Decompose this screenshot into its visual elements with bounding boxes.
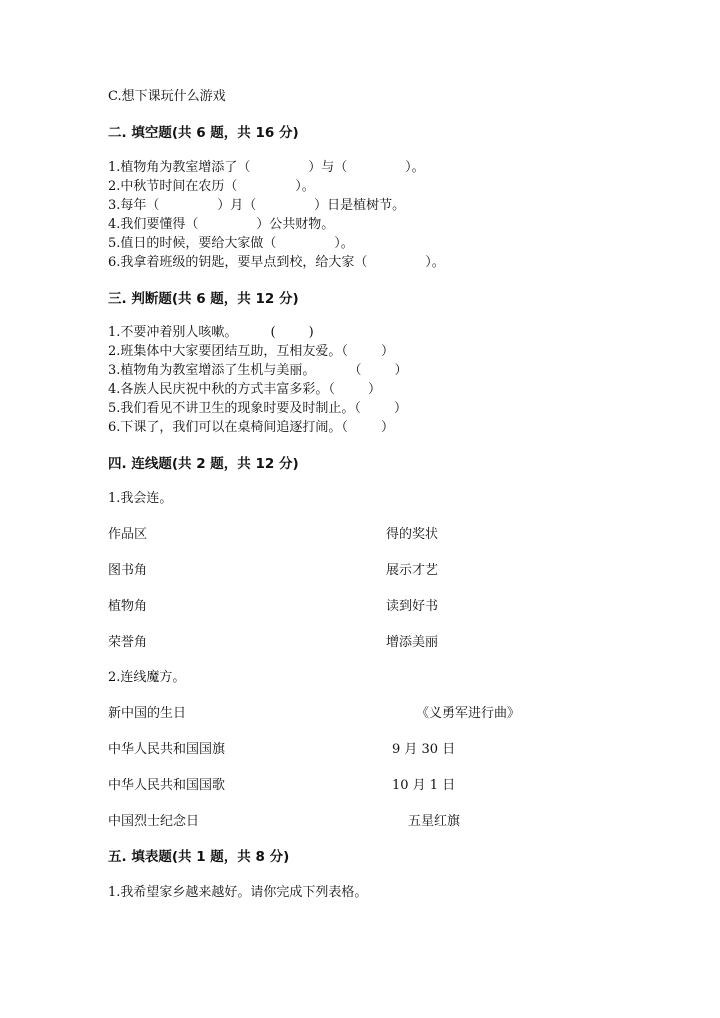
match2-left-2: 中华人民共和国国旗 (108, 742, 226, 757)
match1-right-4: 增添美丽 (386, 635, 439, 650)
match2-right-4: 五星红旗 (408, 814, 461, 829)
match1-right-1: 得的奖状 (386, 527, 439, 542)
fill-item-1: 1.植物角为教室增添了（ ）与（ ）。 (108, 160, 425, 175)
match2-right-1: 《义勇军进行曲》 (416, 706, 521, 721)
fill-item-4: 4.我们要懂得（ ）公共财物。 (108, 217, 335, 232)
match2-prompt: 2.连线魔方。 (108, 670, 186, 685)
section3-heading: 三. 判断题(共 6 题，共 12 分) (108, 291, 299, 307)
match1-left-1: 作品区 (108, 527, 148, 542)
match2-right-2: 9 月 30 日 (392, 742, 456, 757)
match2-left-3: 中华人民共和国国歌 (108, 778, 226, 793)
match1-right-3: 读到好书 (386, 599, 439, 614)
match1-prompt: 1.我会连。 (108, 491, 173, 506)
table-prompt: 1.我希望家乡越来越好。请你完成下列表格。 (108, 885, 368, 900)
match1-left-2: 图书角 (108, 563, 148, 578)
section5-heading: 五. 填表题(共 1 题，共 8 分) (108, 849, 290, 865)
match2-left-4: 中国烈士纪念日 (108, 814, 200, 829)
judge-item-1: 1.不要冲着别人咳嗽。 ( ) (108, 325, 314, 340)
fill-item-5: 5.值日的时候，要给大家做（ ）。 (108, 236, 354, 251)
judge-item-2: 2.班集体中大家要团结互助，互相友爱。（ ） (108, 344, 394, 359)
fill-item-6: 6.我拿着班级的钥匙，要早点到校，给大家（ ）。 (108, 255, 445, 270)
fill-item-3: 3.每年（ ）月（ ）日是植树节。 (108, 198, 406, 213)
judge-item-3: 3.植物角为教室增添了生机与美丽。 （ ） (108, 363, 408, 378)
section2-heading: 二. 填空题(共 6 题，共 16 分) (108, 125, 299, 141)
match1-left-4: 荣誉角 (108, 635, 148, 650)
match2-right-3: 10 月 1 日 (392, 778, 456, 793)
option-c: C.想下课玩什么游戏 (108, 89, 226, 104)
judge-item-5: 5.我们看见不讲卫生的现象时要及时制止。（ ） (108, 401, 407, 416)
match1-right-2: 展示才艺 (386, 563, 439, 578)
match2-left-1: 新中国的生日 (108, 706, 187, 721)
match1-left-3: 植物角 (108, 599, 148, 614)
judge-item-4: 4.各族人民庆祝中秋的方式丰富多彩。（ ） (108, 382, 381, 397)
judge-item-6: 6.下课了，我们可以在桌椅间追逐打闹。（ ） (108, 420, 394, 435)
fill-item-2: 2.中秋节时间在农历（ ）。 (108, 179, 315, 194)
section4-heading: 四. 连线题(共 2 题，共 12 分) (108, 456, 299, 472)
